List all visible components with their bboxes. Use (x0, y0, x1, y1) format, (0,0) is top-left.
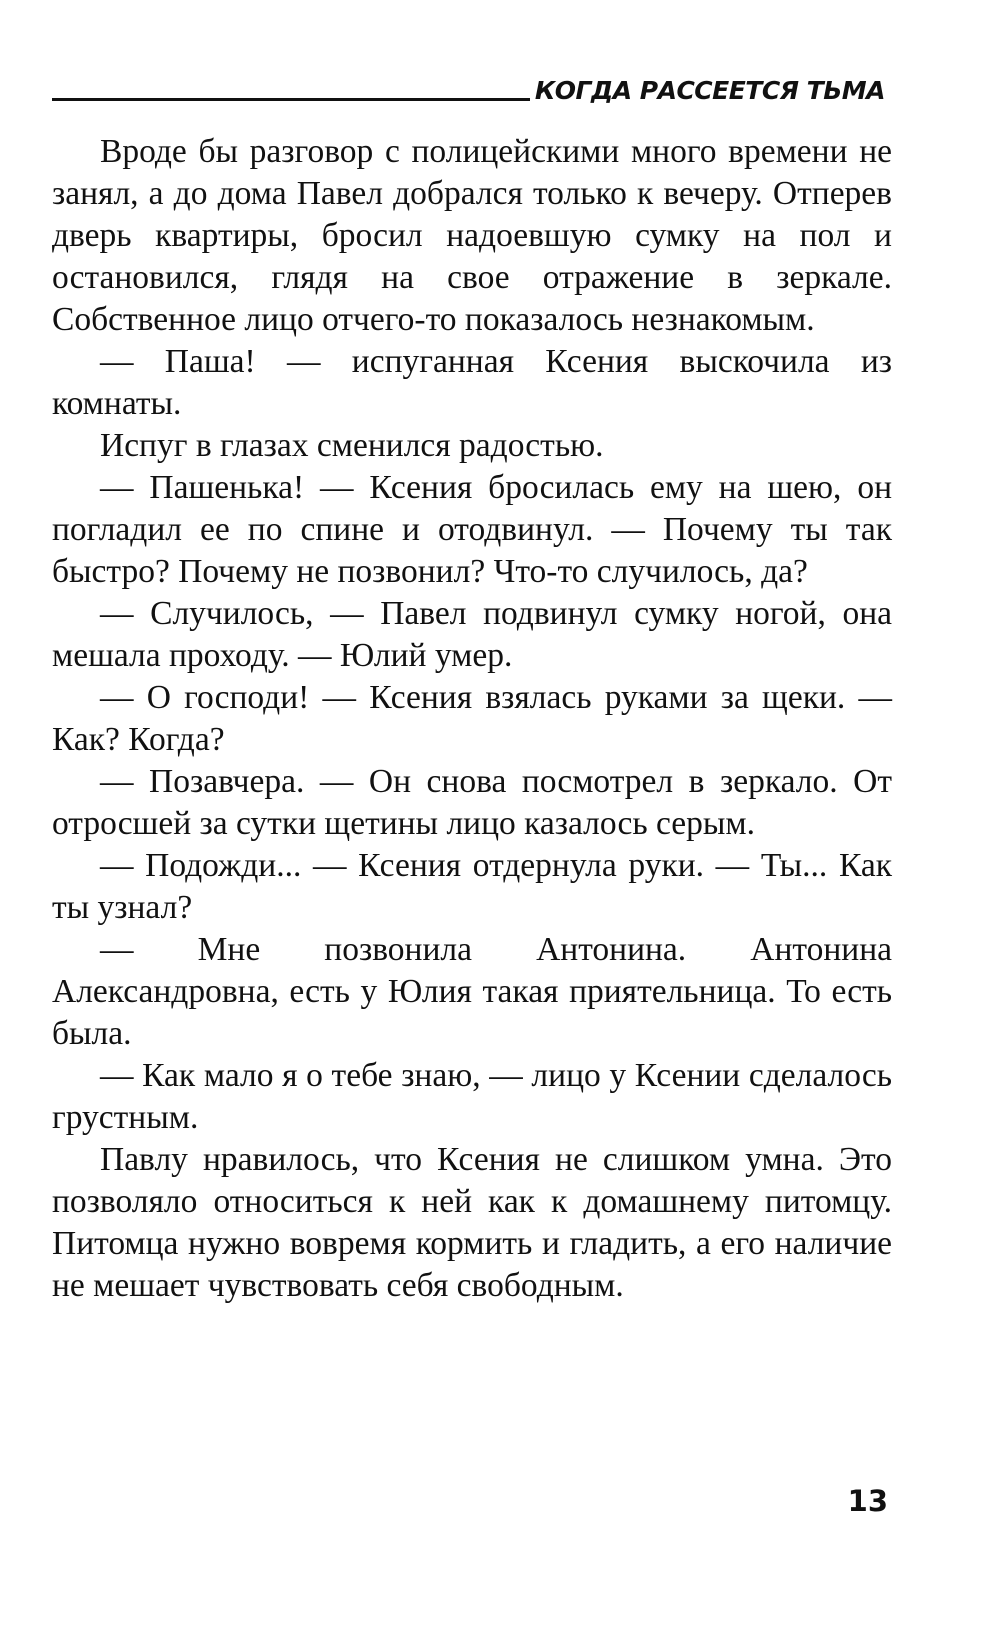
paragraph: Павлу нравилось, что Ксения не слишком умна. Это позволяло относиться к ней как к домашнему питомцу. Питомца нужно вовремя кормить и гладить, а его наличие не мешает чувствовать себя свободным. (52, 1141, 892, 1304)
paragraph: — Пашенька! — Ксения бросилась ему на шею, он погладил ее по спине и отодвинул. — Почему ты так быстро? Почему не позвонил? Что-то случилось, да? (52, 469, 892, 590)
header-rule (52, 98, 530, 101)
page-number: 13 (847, 1484, 888, 1518)
paragraph: — Как мало я о тебе знаю, — лицо у Ксении сделалось грустным. (52, 1057, 892, 1136)
paragraph: Вроде бы разговор с полицейскими много времени не занял, а до дома Павел добрался только к вечеру. Отперев дверь квартиры, бросил надоевшую сумку на пол и остановился, глядя на свое отражение в зеркале. Собственное лицо отчего-то показалось незнакомым. (52, 133, 892, 338)
running-title: КОГДА РАССЕЕТСЯ ТЬМА (534, 76, 885, 105)
body-text (52, 131, 892, 1307)
paragraph: — Позавчера. — Он снова посмотрел в зеркало. От отросшей за сутки щетины лицо казалось серым. (52, 763, 892, 842)
paragraph: — Мне позвонила Антонина. Антонина Александровна, есть у Юлия такая приятельница. То есть была. (52, 931, 892, 1052)
paragraph: Испуг в глазах сменился радостью. (100, 427, 604, 464)
paragraph: — Случилось, — Павел подвинул сумку ногой, она мешала проходу. — Юлий умер. (52, 595, 892, 674)
paragraph: — О господи! — Ксения взялась руками за щеки. — Как? Когда? (52, 679, 892, 758)
paragraph: — Подожди... — Ксения отдернула руки. — Ты... Как ты узнал? (52, 847, 892, 926)
paragraph: — Паша! — испуганная Ксения выскочила из комнаты. (52, 343, 892, 422)
